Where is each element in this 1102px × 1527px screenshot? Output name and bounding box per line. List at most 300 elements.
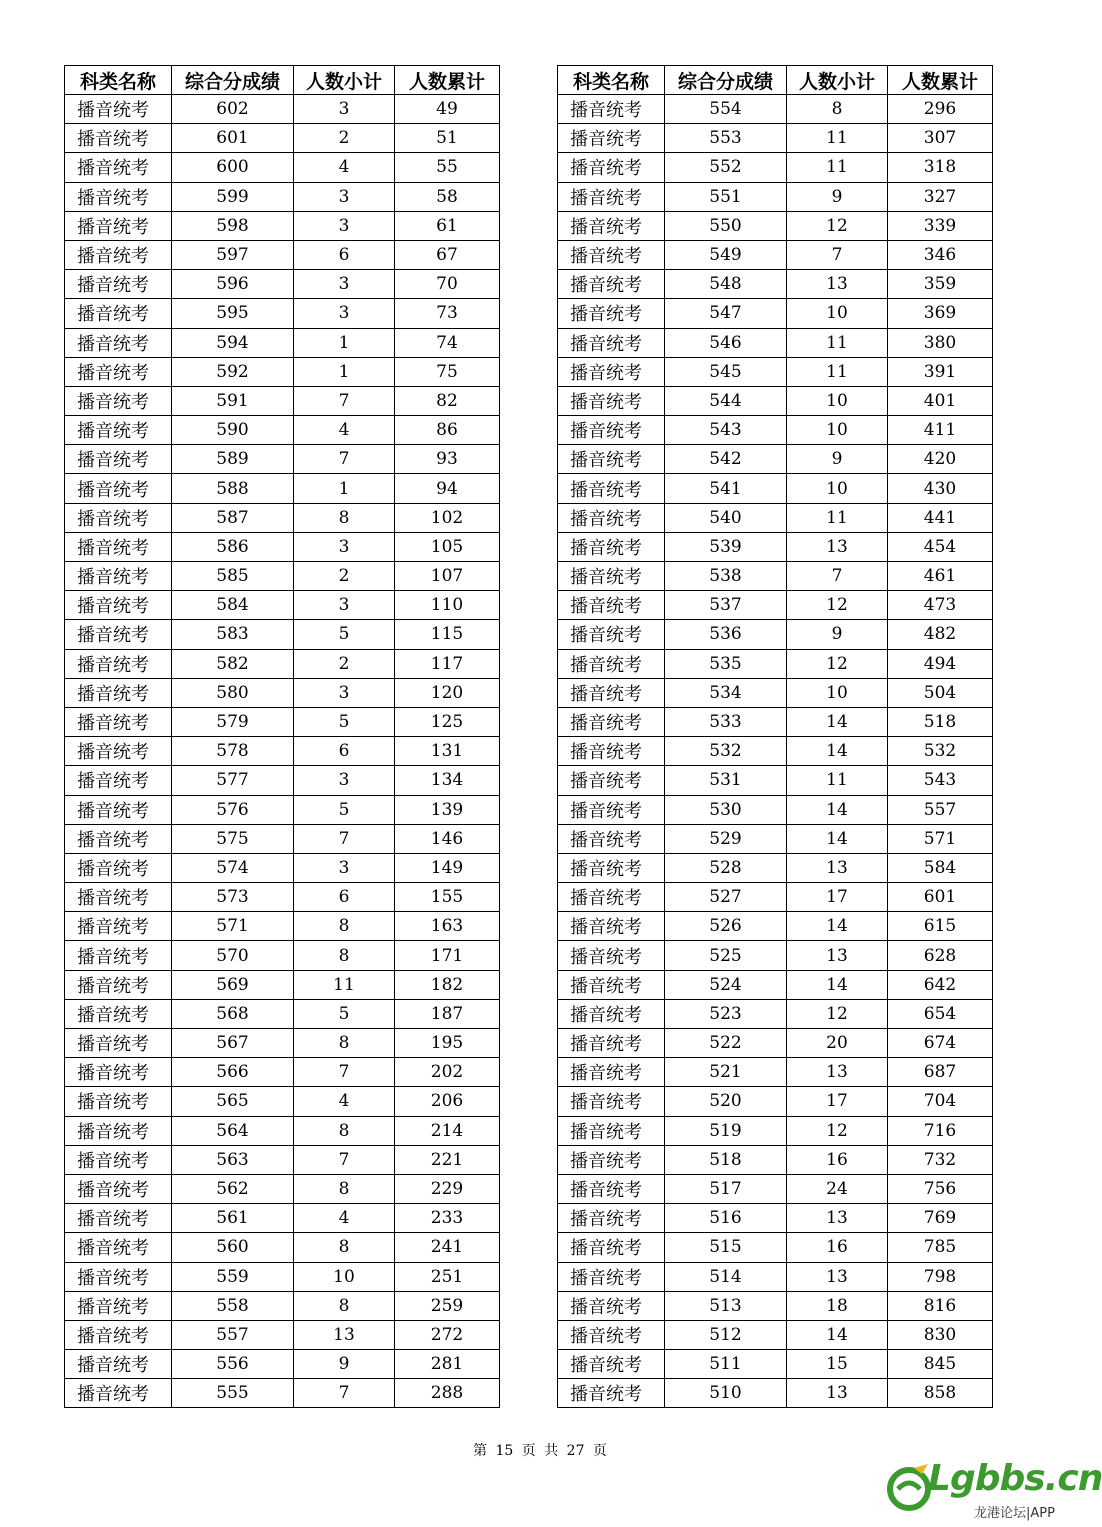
- table-header-row: [558, 66, 993, 95]
- cell-cumulative: 359: [888, 270, 993, 299]
- cell-count: 3: [294, 270, 395, 299]
- cell-count: 8: [787, 95, 888, 124]
- cell-score: 584: [172, 591, 294, 620]
- cell-score: 569: [172, 970, 294, 999]
- table-row: [558, 182, 993, 211]
- cell-cumulative: 716: [888, 1116, 993, 1145]
- cell-score: 533: [665, 707, 787, 736]
- cell-score: 535: [665, 649, 787, 678]
- cell-category: 播音统考: [558, 1291, 665, 1320]
- cell-cumulative: 94: [395, 474, 500, 503]
- cell-count: 9: [787, 620, 888, 649]
- cell-count: 6: [294, 737, 395, 766]
- cell-score: 536: [665, 620, 787, 649]
- cell-category: 播音统考: [558, 562, 665, 591]
- table-row: [558, 795, 993, 824]
- cell-score: 539: [665, 532, 787, 561]
- cell-score: 528: [665, 853, 787, 882]
- cell-cumulative: 601: [888, 883, 993, 912]
- cell-count: 10: [787, 474, 888, 503]
- cell-category: 播音统考: [558, 299, 665, 328]
- table-row: [558, 1291, 993, 1320]
- cell-score: 532: [665, 737, 787, 766]
- cell-category: 播音统考: [65, 328, 172, 357]
- cell-cumulative: 206: [395, 1087, 500, 1116]
- table-row: [558, 824, 993, 853]
- cell-count: 5: [294, 795, 395, 824]
- cell-score: 555: [172, 1379, 294, 1408]
- cell-category: 播音统考: [65, 1379, 172, 1408]
- cell-score: 553: [665, 124, 787, 153]
- cell-score: 564: [172, 1116, 294, 1145]
- table-row: [65, 1145, 500, 1174]
- cell-score: 513: [665, 1291, 787, 1320]
- table-row: [558, 707, 993, 736]
- table-row: [65, 591, 500, 620]
- cell-count: 10: [787, 416, 888, 445]
- cell-category: 播音统考: [65, 95, 172, 124]
- cell-count: 7: [294, 824, 395, 853]
- cell-cumulative: 296: [888, 95, 993, 124]
- cell-category: 播音统考: [558, 182, 665, 211]
- cell-category: 播音统考: [65, 970, 172, 999]
- cell-count: 17: [787, 883, 888, 912]
- cell-category: 播音统考: [65, 562, 172, 591]
- cell-category: 播音统考: [65, 1320, 172, 1349]
- cell-score: 562: [172, 1174, 294, 1203]
- cell-score: 516: [665, 1204, 787, 1233]
- cell-cumulative: 543: [888, 766, 993, 795]
- cell-cumulative: 51: [395, 124, 500, 153]
- cell-category: 播音统考: [65, 386, 172, 415]
- cell-category: 播音统考: [65, 591, 172, 620]
- cell-score: 531: [665, 766, 787, 795]
- table-row: [558, 1174, 993, 1203]
- cell-score: 537: [665, 591, 787, 620]
- cell-score: 563: [172, 1145, 294, 1174]
- cell-cumulative: 155: [395, 883, 500, 912]
- cell-category: 播音统考: [65, 270, 172, 299]
- cell-cumulative: 182: [395, 970, 500, 999]
- cell-cumulative: 49: [395, 95, 500, 124]
- cell-cumulative: 221: [395, 1145, 500, 1174]
- cell-category: 播音统考: [65, 124, 172, 153]
- cell-score: 561: [172, 1204, 294, 1233]
- cell-score: 545: [665, 357, 787, 386]
- cell-count: 11: [787, 153, 888, 182]
- cell-category: 播音统考: [65, 1174, 172, 1203]
- cell-category: 播音统考: [65, 445, 172, 474]
- cell-category: 播音统考: [558, 620, 665, 649]
- cell-score: 576: [172, 795, 294, 824]
- table-row: [65, 124, 500, 153]
- cell-cumulative: 61: [395, 211, 500, 240]
- cell-score: 559: [172, 1262, 294, 1291]
- cell-cumulative: 74: [395, 328, 500, 357]
- cell-count: 13: [294, 1320, 395, 1349]
- cell-count: 8: [294, 503, 395, 532]
- cell-score: 519: [665, 1116, 787, 1145]
- cell-cumulative: 146: [395, 824, 500, 853]
- cell-count: 11: [787, 766, 888, 795]
- cell-cumulative: 86: [395, 416, 500, 445]
- cell-category: 播音统考: [558, 1262, 665, 1291]
- table-row: [65, 357, 500, 386]
- cell-category: 播音统考: [65, 299, 172, 328]
- cell-score: 556: [172, 1350, 294, 1379]
- page-number: 第 15 页 共 27 页: [473, 1443, 607, 1459]
- cell-count: 10: [787, 386, 888, 415]
- cell-score: 521: [665, 1058, 787, 1087]
- table-row: [65, 1320, 500, 1349]
- table-row: [558, 883, 993, 912]
- table-row: [65, 649, 500, 678]
- cell-cumulative: 430: [888, 474, 993, 503]
- cell-count: 8: [294, 1233, 395, 1262]
- cell-cumulative: 82: [395, 386, 500, 415]
- cell-cumulative: 67: [395, 240, 500, 269]
- cell-cumulative: 115: [395, 620, 500, 649]
- cell-score: 601: [172, 124, 294, 153]
- cell-cumulative: 163: [395, 912, 500, 941]
- cell-count: 8: [294, 941, 395, 970]
- cell-cumulative: 229: [395, 1174, 500, 1203]
- table-row: [558, 386, 993, 415]
- cell-cumulative: 380: [888, 328, 993, 357]
- table-row: [558, 1029, 993, 1058]
- table-row: [65, 970, 500, 999]
- cell-score: 583: [172, 620, 294, 649]
- table-row: [558, 1379, 993, 1408]
- cell-cumulative: 461: [888, 562, 993, 591]
- cell-count: 6: [294, 883, 395, 912]
- table-row: [558, 1204, 993, 1233]
- table-row: [558, 270, 993, 299]
- cell-count: 2: [294, 649, 395, 678]
- cell-cumulative: 107: [395, 562, 500, 591]
- cell-score: 523: [665, 999, 787, 1028]
- cell-cumulative: 125: [395, 707, 500, 736]
- cell-cumulative: 732: [888, 1145, 993, 1174]
- cell-cumulative: 288: [395, 1379, 500, 1408]
- cell-count: 16: [787, 1145, 888, 1174]
- cell-cumulative: 391: [888, 357, 993, 386]
- cell-category: 播音统考: [558, 211, 665, 240]
- cell-category: 播音统考: [65, 1350, 172, 1379]
- cell-score: 541: [665, 474, 787, 503]
- cell-cumulative: 557: [888, 795, 993, 824]
- cell-category: 播音统考: [65, 474, 172, 503]
- cell-cumulative: 58: [395, 182, 500, 211]
- cell-count: 7: [787, 562, 888, 591]
- table-row: [65, 1350, 500, 1379]
- cell-score: 594: [172, 328, 294, 357]
- cell-cumulative: 195: [395, 1029, 500, 1058]
- cell-category: 播音统考: [65, 795, 172, 824]
- cell-category: 播音统考: [65, 211, 172, 240]
- cell-score: 582: [172, 649, 294, 678]
- cell-score: 579: [172, 707, 294, 736]
- cell-cumulative: 73: [395, 299, 500, 328]
- cell-category: 播音统考: [558, 737, 665, 766]
- cell-score: 543: [665, 416, 787, 445]
- cell-cumulative: 75: [395, 357, 500, 386]
- header-category: 科类名称: [558, 66, 665, 95]
- table-row: [65, 737, 500, 766]
- cell-score: 600: [172, 153, 294, 182]
- cell-score: 567: [172, 1029, 294, 1058]
- cell-cumulative: 272: [395, 1320, 500, 1349]
- cell-count: 9: [787, 182, 888, 211]
- cell-score: 538: [665, 562, 787, 591]
- cell-count: 11: [787, 503, 888, 532]
- cell-score: 568: [172, 999, 294, 1028]
- table-row: [65, 1174, 500, 1203]
- cell-score: 534: [665, 678, 787, 707]
- cell-cumulative: 830: [888, 1320, 993, 1349]
- cell-score: 565: [172, 1087, 294, 1116]
- cell-category: 播音统考: [65, 1145, 172, 1174]
- cell-count: 2: [294, 562, 395, 591]
- cell-count: 14: [787, 795, 888, 824]
- cell-count: 1: [294, 474, 395, 503]
- cell-score: 554: [665, 95, 787, 124]
- cell-cumulative: 346: [888, 240, 993, 269]
- cell-count: 13: [787, 1379, 888, 1408]
- cell-score: 552: [665, 153, 787, 182]
- table-row: [558, 1262, 993, 1291]
- cell-score: 602: [172, 95, 294, 124]
- cell-category: 播音统考: [65, 883, 172, 912]
- cell-cumulative: 251: [395, 1262, 500, 1291]
- cell-count: 14: [787, 824, 888, 853]
- cell-score: 520: [665, 1087, 787, 1116]
- cell-category: 播音统考: [65, 707, 172, 736]
- table-row: [558, 737, 993, 766]
- table-row: [65, 1262, 500, 1291]
- cell-cumulative: 454: [888, 532, 993, 561]
- table-row: [65, 474, 500, 503]
- cell-count: 1: [294, 357, 395, 386]
- cell-category: 播音统考: [558, 649, 665, 678]
- cell-category: 播音统考: [558, 445, 665, 474]
- cell-score: 575: [172, 824, 294, 853]
- cell-score: 529: [665, 824, 787, 853]
- cell-count: 3: [294, 95, 395, 124]
- cell-category: 播音统考: [65, 853, 172, 882]
- table-row: [558, 328, 993, 357]
- cell-cumulative: 307: [888, 124, 993, 153]
- header-cumulative: 人数累计: [395, 66, 500, 95]
- cell-category: 播音统考: [558, 1174, 665, 1203]
- cell-count: 20: [787, 1029, 888, 1058]
- cell-cumulative: 102: [395, 503, 500, 532]
- cell-cumulative: 233: [395, 1204, 500, 1233]
- cell-category: 播音统考: [558, 853, 665, 882]
- cell-cumulative: 441: [888, 503, 993, 532]
- table-row: [558, 853, 993, 882]
- cell-category: 播音统考: [65, 1262, 172, 1291]
- table-row: [558, 503, 993, 532]
- table-row: [558, 1320, 993, 1349]
- table-row: [558, 416, 993, 445]
- cell-count: 11: [294, 970, 395, 999]
- table-row: [65, 999, 500, 1028]
- cell-category: 播音统考: [558, 474, 665, 503]
- header-cumulative: 人数累计: [888, 66, 993, 95]
- cell-count: 7: [787, 240, 888, 269]
- cell-score: 544: [665, 386, 787, 415]
- cell-score: 550: [665, 211, 787, 240]
- cell-cumulative: 532: [888, 737, 993, 766]
- cell-score: 547: [665, 299, 787, 328]
- cell-cumulative: 769: [888, 1204, 993, 1233]
- watermark-logo-text: Lgbbs.cn: [928, 1458, 1102, 1499]
- cell-count: 3: [294, 211, 395, 240]
- cell-score: 517: [665, 1174, 787, 1203]
- table-row: [65, 386, 500, 415]
- cell-count: 3: [294, 678, 395, 707]
- cell-count: 12: [787, 591, 888, 620]
- cell-category: 播音统考: [65, 357, 172, 386]
- cell-category: 播音统考: [65, 824, 172, 853]
- cell-cumulative: 134: [395, 766, 500, 795]
- table-header-row: [65, 66, 500, 95]
- cell-score: 524: [665, 970, 787, 999]
- table-row: [558, 1145, 993, 1174]
- cell-count: 17: [787, 1087, 888, 1116]
- cell-score: 530: [665, 795, 787, 824]
- cell-count: 7: [294, 1058, 395, 1087]
- cell-cumulative: 120: [395, 678, 500, 707]
- cell-cumulative: 704: [888, 1087, 993, 1116]
- score-table-left: [64, 65, 500, 1408]
- cell-cumulative: 756: [888, 1174, 993, 1203]
- cell-cumulative: 642: [888, 970, 993, 999]
- table-row: [558, 912, 993, 941]
- table-row: [558, 95, 993, 124]
- table-row: [65, 182, 500, 211]
- table-row: [65, 883, 500, 912]
- cell-score: 558: [172, 1291, 294, 1320]
- cell-count: 8: [294, 1029, 395, 1058]
- cell-count: 14: [787, 707, 888, 736]
- table-row: [558, 1087, 993, 1116]
- cell-category: 播音统考: [65, 1087, 172, 1116]
- cell-category: 播音统考: [558, 591, 665, 620]
- table-row: [558, 562, 993, 591]
- cell-category: 播音统考: [65, 678, 172, 707]
- cell-count: 12: [787, 649, 888, 678]
- cell-score: 596: [172, 270, 294, 299]
- cell-cumulative: 798: [888, 1262, 993, 1291]
- header-score: 综合分成绩: [172, 66, 294, 95]
- table-row: [65, 824, 500, 853]
- cell-score: 525: [665, 941, 787, 970]
- cell-score: 571: [172, 912, 294, 941]
- cell-category: 播音统考: [558, 1058, 665, 1087]
- cell-cumulative: 816: [888, 1291, 993, 1320]
- cell-score: 577: [172, 766, 294, 795]
- cell-score: 591: [172, 386, 294, 415]
- cell-score: 566: [172, 1058, 294, 1087]
- cell-cumulative: 482: [888, 620, 993, 649]
- cell-cumulative: 202: [395, 1058, 500, 1087]
- cell-score: 542: [665, 445, 787, 474]
- header-category: 科类名称: [65, 66, 172, 95]
- cell-category: 播音统考: [558, 941, 665, 970]
- cell-cumulative: 131: [395, 737, 500, 766]
- cell-category: 播音统考: [558, 357, 665, 386]
- cell-category: 播音统考: [558, 1233, 665, 1262]
- cell-category: 播音统考: [65, 416, 172, 445]
- cell-count: 13: [787, 853, 888, 882]
- cell-cumulative: 858: [888, 1379, 993, 1408]
- cell-cumulative: 615: [888, 912, 993, 941]
- cell-score: 570: [172, 941, 294, 970]
- cell-cumulative: 241: [395, 1233, 500, 1262]
- cell-category: 播音统考: [65, 182, 172, 211]
- cell-cumulative: 628: [888, 941, 993, 970]
- cell-count: 5: [294, 999, 395, 1028]
- table-row: [558, 1350, 993, 1379]
- cell-count: 4: [294, 1087, 395, 1116]
- cell-count: 4: [294, 153, 395, 182]
- cell-count: 2: [294, 124, 395, 153]
- table-row: [558, 941, 993, 970]
- cell-score: 587: [172, 503, 294, 532]
- cell-count: 5: [294, 620, 395, 649]
- cell-count: 6: [294, 240, 395, 269]
- cell-category: 播音统考: [558, 999, 665, 1028]
- cell-category: 播音统考: [65, 912, 172, 941]
- table-row: [65, 270, 500, 299]
- cell-count: 3: [294, 853, 395, 882]
- table-row: [65, 795, 500, 824]
- table-row: [558, 357, 993, 386]
- cell-score: 551: [665, 182, 787, 211]
- cell-count: 9: [787, 445, 888, 474]
- cell-score: 598: [172, 211, 294, 240]
- table-row: [558, 999, 993, 1028]
- cell-count: 5: [294, 707, 395, 736]
- table-row: [558, 678, 993, 707]
- table-row: [65, 1029, 500, 1058]
- cell-score: 592: [172, 357, 294, 386]
- dragon-logo-icon: [884, 1462, 934, 1512]
- cell-score: 548: [665, 270, 787, 299]
- cell-score: 590: [172, 416, 294, 445]
- cell-category: 播音统考: [558, 1116, 665, 1145]
- cell-score: 580: [172, 678, 294, 707]
- cell-count: 13: [787, 1262, 888, 1291]
- cell-count: 1: [294, 328, 395, 357]
- cell-cumulative: 411: [888, 416, 993, 445]
- cell-score: 599: [172, 182, 294, 211]
- table-row: [65, 941, 500, 970]
- cell-count: 14: [787, 737, 888, 766]
- header-count: 人数小计: [787, 66, 888, 95]
- cell-category: 播音统考: [558, 1320, 665, 1349]
- cell-category: 播音统考: [65, 620, 172, 649]
- cell-score: 549: [665, 240, 787, 269]
- cell-count: 16: [787, 1233, 888, 1262]
- cell-count: 3: [294, 532, 395, 561]
- cell-cumulative: 339: [888, 211, 993, 240]
- cell-count: 8: [294, 912, 395, 941]
- table-row: [558, 1233, 993, 1262]
- table-row: [558, 970, 993, 999]
